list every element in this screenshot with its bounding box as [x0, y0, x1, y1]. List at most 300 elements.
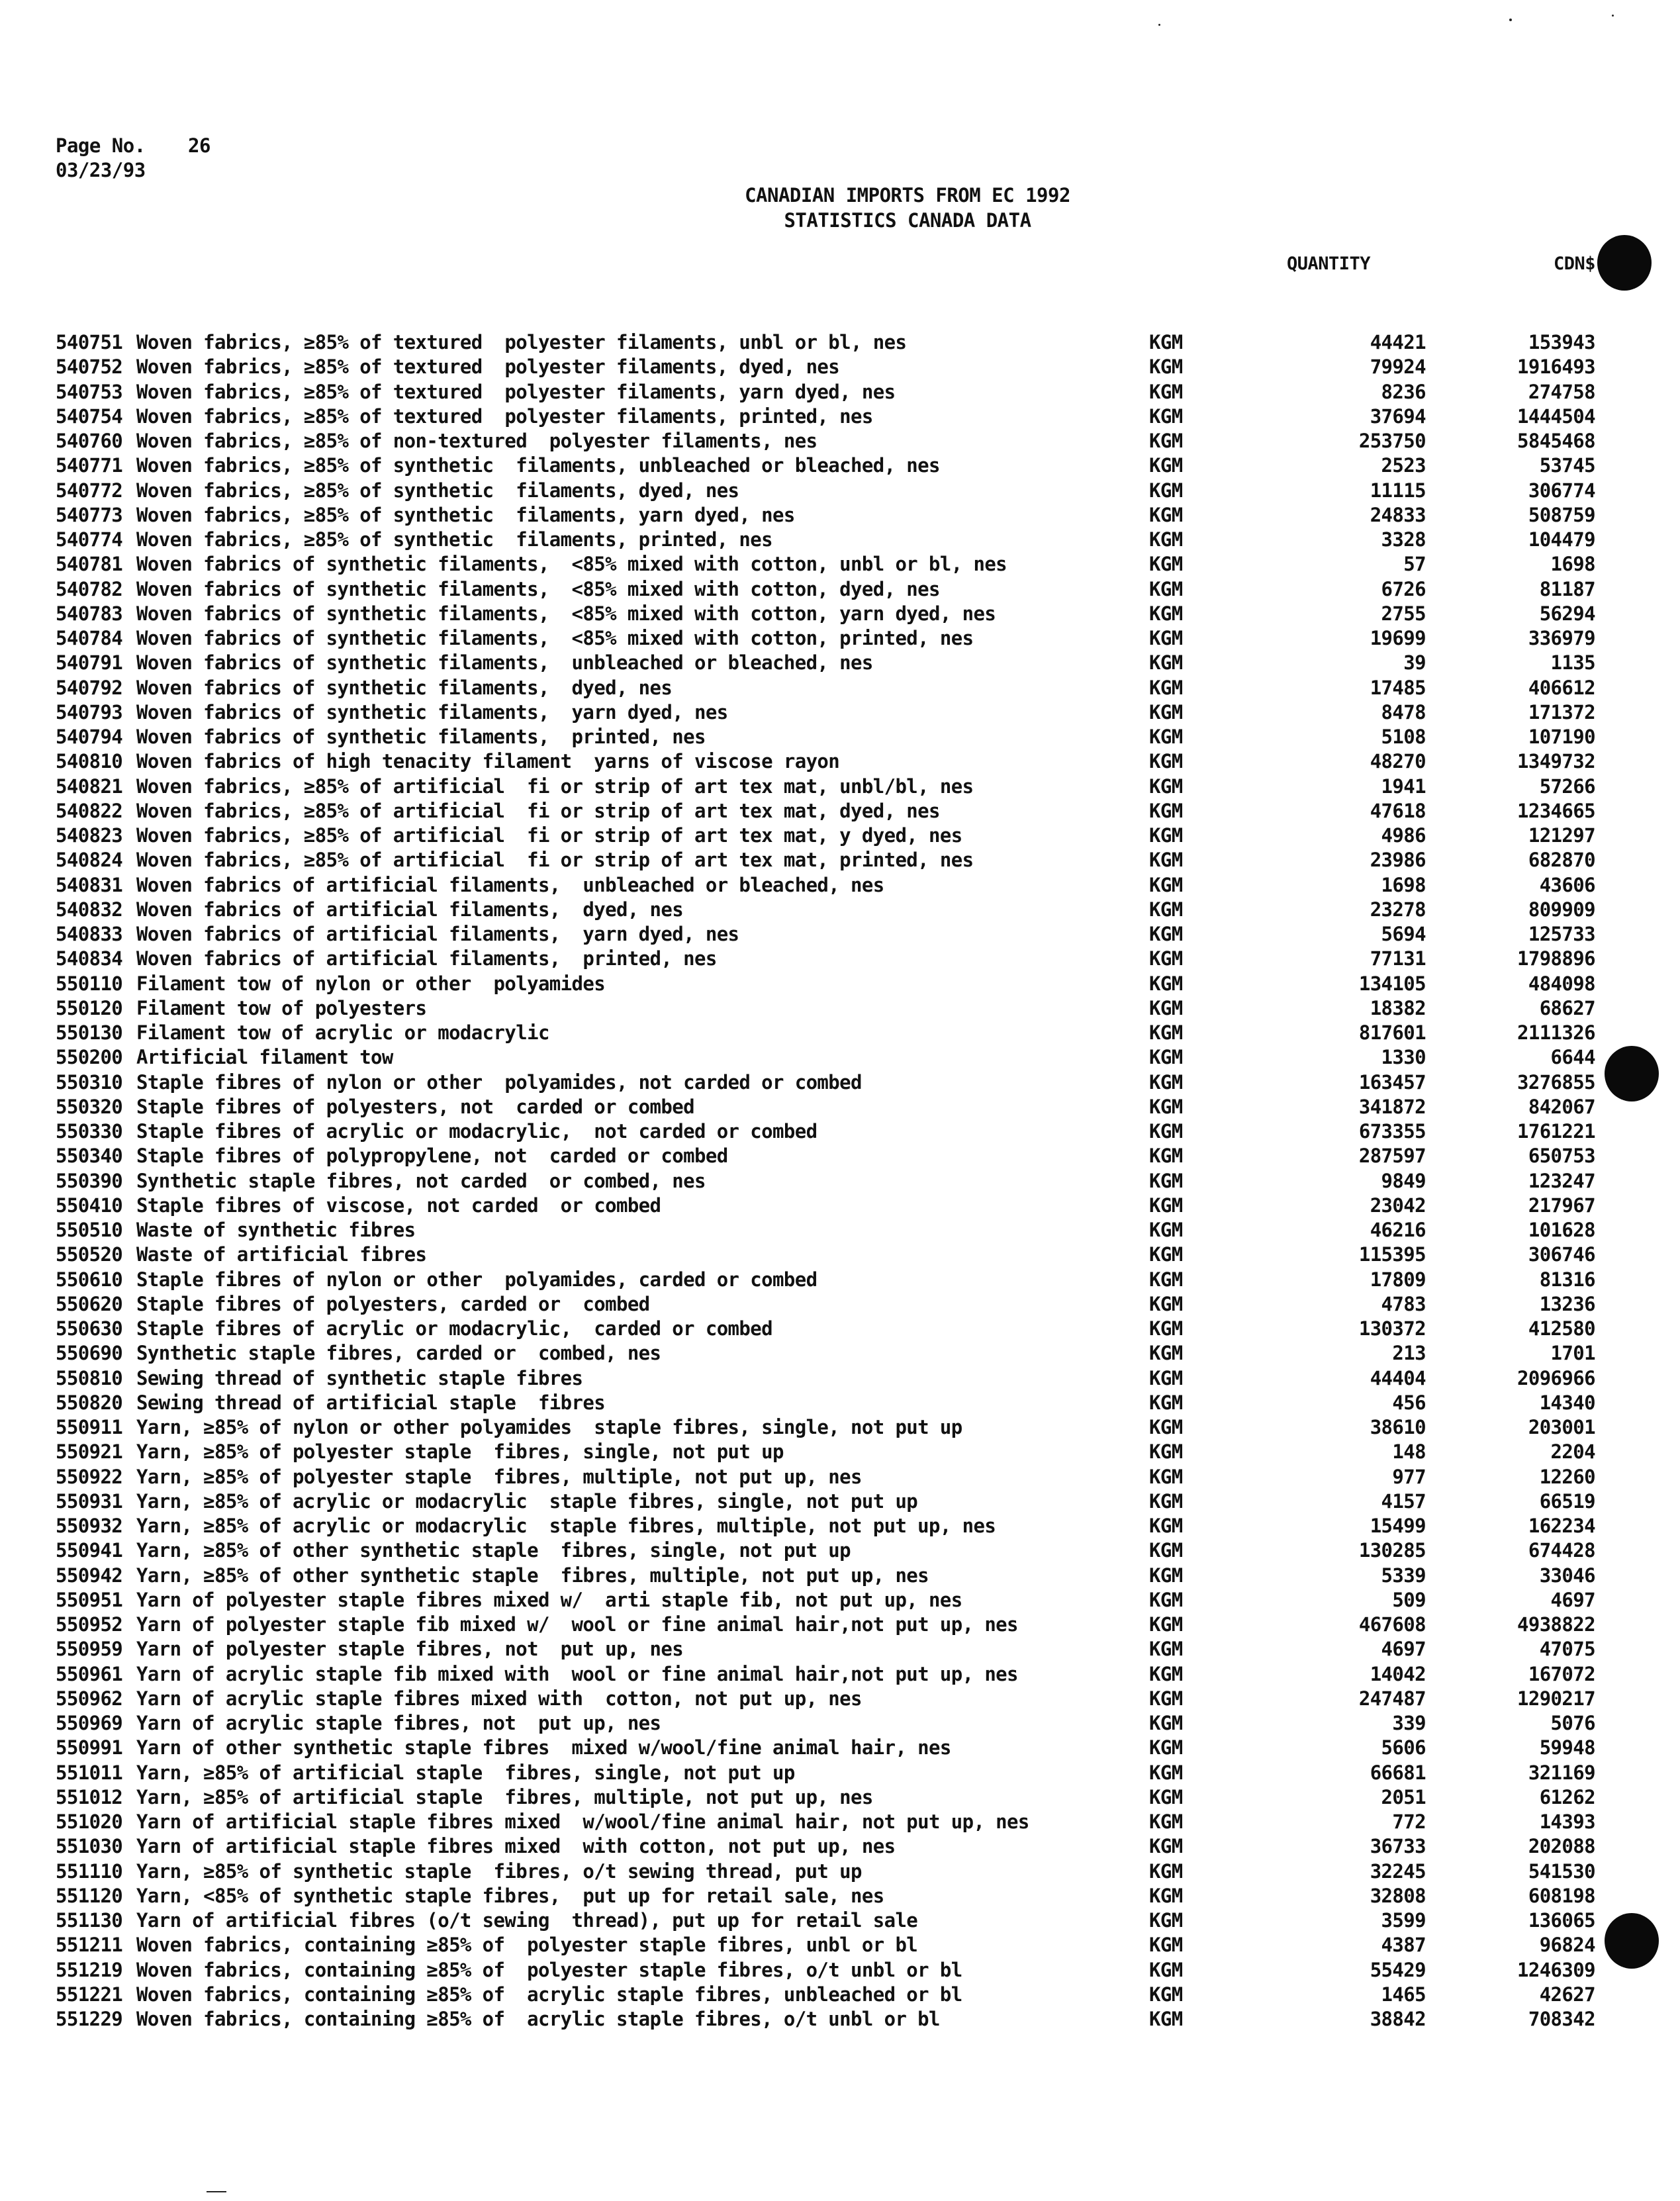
commodity-description: Woven fabrics, ≥85% of textured polyester filaments, yarn dyed, nes	[136, 380, 896, 403]
quantity-value: 5606	[1381, 1736, 1426, 1759]
binder-hole-middle	[1605, 1046, 1659, 1101]
table-row	[56, 330, 1618, 355]
commodity-description: Woven fabrics of synthetic filaments, <85% mixed with cotton, unbl or bl, nes	[136, 553, 1007, 576]
cdn-dollar-value: 47075	[1539, 1638, 1595, 1661]
table-row	[56, 1144, 1618, 1168]
quantity-value: 163457	[1358, 1070, 1426, 1094]
commodity-code: 540752	[56, 355, 123, 379]
commodity-description: Filament tow of polyesters	[136, 996, 427, 1019]
commodity-description: Woven fabrics, ≥85% of non-textured polyester filaments, nes	[136, 430, 817, 452]
cdn-dollar-value: 4938822	[1517, 1613, 1595, 1636]
cdn-dollar-value: 1234665	[1517, 799, 1595, 822]
quantity-value: 57	[1403, 553, 1426, 576]
commodity-code: 550942	[56, 1564, 123, 1587]
quantity-value: 8478	[1381, 700, 1426, 724]
commodity-code: 550951	[56, 1588, 123, 1611]
commodity-description: Yarn, ≥85% of acrylic or modacrylic staple fibres, multiple, not put up, nes	[136, 1515, 996, 1537]
cdn-dollar-value: 708342	[1528, 2008, 1595, 2030]
table-row	[56, 1933, 1618, 1957]
cdn-dollar-value: 274758	[1528, 380, 1595, 403]
quantity-value: 253750	[1358, 430, 1426, 452]
cdn-dollar-value: 809909	[1528, 898, 1595, 921]
report-title: CANADIAN IMPORTS FROM EC 1992	[745, 184, 1070, 207]
unit-of-measure: KGM	[1149, 1145, 1183, 1168]
table-row	[56, 972, 1618, 996]
unit-of-measure: KGM	[1149, 1366, 1183, 1389]
commodity-description: Waste of synthetic fibres	[136, 1219, 416, 1241]
table-row	[56, 429, 1618, 453]
commodity-code: 550810	[56, 1366, 123, 1389]
quantity-value: 36733	[1370, 1835, 1426, 1858]
cdn-dollar-value: 608198	[1528, 1884, 1595, 1907]
commodity-code: 540833	[56, 923, 123, 945]
quantity-value: 2523	[1381, 454, 1426, 477]
cdn-dollar-value: 68627	[1539, 996, 1595, 1019]
commodity-description: Woven fabrics, ≥85% of textured polyester filaments, dyed, nes	[136, 355, 840, 379]
cdn-dollar-value: 508759	[1528, 503, 1595, 526]
commodity-description: Woven fabrics, containing ≥85% of polyester staple fibres, unbl or bl	[136, 1934, 918, 1957]
cdn-dollar-value: 3276855	[1517, 1070, 1595, 1094]
quantity-value: 23986	[1370, 849, 1426, 872]
cdn-dollar-value: 53745	[1539, 454, 1595, 477]
unit-of-measure: KGM	[1149, 2008, 1183, 2030]
commodity-code: 551030	[56, 1835, 123, 1858]
quantity-value: 32808	[1370, 1884, 1426, 1907]
commodity-code: 551130	[56, 1909, 123, 1932]
quantity-value: 37694	[1370, 404, 1426, 428]
cdn-dollar-value: 412580	[1528, 1317, 1595, 1340]
commodity-description: Woven fabrics, ≥85% of textured polyester filaments, printed, nes	[136, 404, 873, 428]
commodity-code: 551219	[56, 1958, 123, 1981]
import-table	[56, 330, 1618, 2032]
cdn-dollar-value: 56294	[1539, 602, 1595, 625]
table-row	[56, 996, 1618, 1021]
unit-of-measure: KGM	[1149, 750, 1183, 773]
cdn-dollar-value: 1798896	[1517, 947, 1595, 970]
commodity-description: Filament tow of nylon or other polyamides	[136, 972, 606, 995]
cdn-dollar-value: 121297	[1528, 824, 1595, 847]
table-row	[56, 552, 1618, 577]
quantity-value: 5339	[1381, 1564, 1426, 1587]
commodity-description: Woven fabrics, ≥85% of synthetic filaments, printed, nes	[136, 528, 772, 551]
commodity-code: 540793	[56, 700, 123, 724]
table-row	[56, 1119, 1618, 1144]
quantity-value: 673355	[1358, 1120, 1426, 1143]
commodity-description: Yarn, ≥85% of polyester staple fibres, multiple, not put up, nes	[136, 1465, 862, 1488]
table-row	[56, 479, 1618, 503]
commodity-code: 550959	[56, 1638, 123, 1661]
unit-of-measure: KGM	[1149, 1391, 1183, 1414]
table-row	[56, 1711, 1618, 1736]
commodity-code: 550130	[56, 1021, 123, 1044]
commodity-description: Yarn of polyester staple fibres, not put up, nes	[136, 1638, 684, 1661]
commodity-code: 540821	[56, 774, 123, 798]
commodity-code: 550941	[56, 1539, 123, 1562]
commodity-code: 550922	[56, 1465, 123, 1488]
commodity-description: Woven fabrics of synthetic filaments, yarn dyed, nes	[136, 700, 728, 724]
binder-hole-bottom	[1605, 1913, 1659, 1969]
table-row	[56, 651, 1618, 675]
commodity-description: Staple fibres of polypropylene, not carded or combed	[136, 1145, 728, 1168]
quantity-value: 47618	[1370, 799, 1426, 822]
unit-of-measure: KGM	[1149, 1021, 1183, 1044]
table-row	[56, 1242, 1618, 1267]
commodity-description: Staple fibres of polyesters, carded or combed	[136, 1292, 650, 1315]
commodity-code: 550310	[56, 1070, 123, 1094]
commodity-description: Woven fabrics, ≥85% of synthetic filaments, dyed, nes	[136, 479, 739, 502]
quantity-value: 213	[1392, 1342, 1426, 1365]
unit-of-measure: KGM	[1149, 824, 1183, 847]
cdn-dollar-value: 171372	[1528, 700, 1595, 724]
commodity-description: Woven fabrics, ≥85% of artificial fi or strip of art tex mat, printed, nes	[136, 849, 974, 872]
commodity-code: 551211	[56, 1934, 123, 1957]
commodity-description: Woven fabrics of artificial filaments, yarn dyed, nes	[136, 923, 739, 945]
table-row	[56, 1391, 1618, 1415]
unit-of-measure: KGM	[1149, 700, 1183, 724]
commodity-code: 540834	[56, 947, 123, 970]
table-row	[56, 1440, 1618, 1464]
unit-of-measure: KGM	[1149, 627, 1183, 649]
cdn-dollar-value: 5845468	[1517, 430, 1595, 452]
unit-of-measure: KGM	[1149, 430, 1183, 452]
table-row	[56, 823, 1618, 848]
quantity-value: 1941	[1381, 774, 1426, 798]
cdn-dollar-value: 321169	[1528, 1761, 1595, 1784]
commodity-code: 550961	[56, 1662, 123, 1685]
commodity-description: Filament tow of acrylic or modacrylic	[136, 1021, 549, 1044]
unit-of-measure: KGM	[1149, 553, 1183, 576]
cdn-dollar-value: 202088	[1528, 1835, 1595, 1858]
table-row	[56, 626, 1618, 651]
table-row	[56, 2007, 1618, 2032]
quantity-value: 817601	[1358, 1021, 1426, 1044]
commodity-description: Yarn of acrylic staple fib mixed with wool or fine animal hair,not put up, nes	[136, 1662, 1018, 1685]
commodity-code: 550610	[56, 1268, 123, 1291]
commodity-code: 550911	[56, 1416, 123, 1438]
quantity-value: 3599	[1381, 1909, 1426, 1932]
unit-of-measure: KGM	[1149, 503, 1183, 526]
commodity-code: 550991	[56, 1736, 123, 1759]
commodity-code: 551110	[56, 1859, 123, 1883]
commodity-code: 540781	[56, 553, 123, 576]
commodity-code: 550931	[56, 1489, 123, 1513]
report-subtitle: STATISTICS CANADA DATA	[784, 209, 1031, 232]
quantity-value: 2755	[1381, 602, 1426, 625]
table-row	[56, 1341, 1618, 1366]
quantity-value: 9849	[1381, 1169, 1426, 1192]
commodity-description: Woven fabrics of synthetic filaments, unbleached or bleached, nes	[136, 651, 873, 675]
cdn-dollar-value: 1135	[1550, 651, 1595, 675]
commodity-code: 551012	[56, 1785, 123, 1808]
commodity-description: Yarn, ≥85% of artificial staple fibres, multiple, not put up, nes	[136, 1785, 873, 1808]
unit-of-measure: KGM	[1149, 1958, 1183, 1981]
quantity-value: 11115	[1370, 479, 1426, 502]
quantity-value: 287597	[1358, 1145, 1426, 1168]
unit-of-measure: KGM	[1149, 651, 1183, 675]
unit-of-measure: KGM	[1149, 1416, 1183, 1438]
commodity-description: Woven fabrics of artificial filaments, unbleached or bleached, nes	[136, 873, 884, 896]
commodity-code: 540810	[56, 750, 123, 773]
table-row	[56, 922, 1618, 947]
binder-hole-top	[1597, 235, 1652, 291]
quantity-value: 467608	[1358, 1613, 1426, 1636]
table-row	[56, 503, 1618, 528]
table-row	[56, 528, 1618, 552]
table-row	[56, 1637, 1618, 1662]
table-row	[56, 1761, 1618, 1785]
commodity-description: Staple fibres of nylon or other polyamides, not carded or combed	[136, 1070, 862, 1094]
scan-speck	[207, 2191, 226, 2192]
quantity-value: 14042	[1370, 1662, 1426, 1685]
commodity-description: Woven fabrics, containing ≥85% of polyester staple fibres, o/t unbl or bl	[136, 1958, 962, 1981]
unit-of-measure: KGM	[1149, 1835, 1183, 1858]
unit-of-measure: KGM	[1149, 380, 1183, 403]
unit-of-measure: KGM	[1149, 1736, 1183, 1759]
table-row	[56, 1095, 1618, 1119]
unit-of-measure: KGM	[1149, 1613, 1183, 1636]
quantity-value: 4157	[1381, 1489, 1426, 1513]
table-row	[56, 1366, 1618, 1391]
cdn-dollar-value: 674428	[1528, 1539, 1595, 1562]
commodity-code: 540771	[56, 454, 123, 477]
unit-of-measure: KGM	[1149, 1859, 1183, 1883]
cdn-dollar-value: 4697	[1550, 1588, 1595, 1611]
unit-of-measure: KGM	[1149, 947, 1183, 970]
cdn-dollar-value: 12260	[1539, 1465, 1595, 1488]
unit-of-measure: KGM	[1149, 1095, 1183, 1118]
commodity-description: Yarn of polyester staple fib mixed w/ wool or fine animal hair,not put up, nes	[136, 1613, 1018, 1636]
table-row	[56, 1317, 1618, 1341]
commodity-code: 540783	[56, 602, 123, 625]
table-row	[56, 1859, 1618, 1884]
cdn-dollar-value: 650753	[1528, 1145, 1595, 1168]
cdn-dollar-value: 1444504	[1517, 404, 1595, 428]
table-row	[56, 1908, 1618, 1933]
unit-of-measure: KGM	[1149, 1934, 1183, 1957]
unit-of-measure: KGM	[1149, 996, 1183, 1019]
table-row	[56, 848, 1618, 872]
cdn-dollar-value: 1701	[1550, 1342, 1595, 1365]
unit-of-measure: KGM	[1149, 774, 1183, 798]
unit-of-measure: KGM	[1149, 726, 1183, 748]
cdn-dollar-value: 153943	[1528, 331, 1595, 353]
commodity-description: Woven fabrics, ≥85% of artificial fi or strip of art tex mat, dyed, nes	[136, 799, 940, 822]
table-row	[56, 1045, 1618, 1070]
commodity-code: 540760	[56, 430, 123, 452]
unit-of-measure: KGM	[1149, 923, 1183, 945]
commodity-description: Yarn of acrylic staple fibres mixed with cotton, not put up, nes	[136, 1687, 862, 1710]
commodity-description: Waste of artificial fibres	[136, 1243, 427, 1266]
quantity-value: 77131	[1370, 947, 1426, 970]
quantity-value: 1330	[1381, 1046, 1426, 1069]
unit-of-measure: KGM	[1149, 454, 1183, 477]
unit-of-measure: KGM	[1149, 1243, 1183, 1266]
quantity-value: 8236	[1381, 380, 1426, 403]
table-row	[56, 380, 1618, 404]
quantity-value: 4783	[1381, 1292, 1426, 1315]
commodity-code: 550952	[56, 1613, 123, 1636]
commodity-description: Yarn of polyester staple fibres mixed w/ arti staple fib, not put up, nes	[136, 1588, 962, 1611]
quantity-value: 48270	[1370, 750, 1426, 773]
unit-of-measure: KGM	[1149, 1342, 1183, 1365]
quantity-value: 79924	[1370, 355, 1426, 379]
table-row	[56, 404, 1618, 429]
cdn-dollar-value: 162234	[1528, 1515, 1595, 1537]
scan-speck	[1509, 19, 1512, 21]
quantity-value: 4986	[1381, 824, 1426, 847]
commodity-code: 550200	[56, 1046, 123, 1069]
unit-of-measure: KGM	[1149, 1120, 1183, 1143]
table-row	[56, 1662, 1618, 1687]
quantity-value: 19699	[1370, 627, 1426, 649]
quantity-value: 977	[1392, 1465, 1426, 1488]
commodity-code: 540824	[56, 849, 123, 872]
table-row	[56, 1194, 1618, 1218]
quantity-value: 509	[1392, 1588, 1426, 1611]
quantity-value: 44421	[1370, 331, 1426, 353]
commodity-code: 540791	[56, 651, 123, 675]
cdn-dollar-value: 484098	[1528, 972, 1595, 995]
commodity-description: Woven fabrics, containing ≥85% of acrylic staple fibres, unbleached or bl	[136, 1983, 962, 2006]
commodity-description: Sewing thread of artificial staple fibres	[136, 1391, 606, 1414]
commodity-code: 551011	[56, 1761, 123, 1784]
commodity-code: 550969	[56, 1712, 123, 1734]
commodity-description: Artificial filament tow	[136, 1046, 393, 1069]
commodity-code: 540772	[56, 479, 123, 502]
commodity-code: 551221	[56, 1983, 123, 2006]
commodity-code: 540822	[56, 799, 123, 822]
quantity-value: 32245	[1370, 1859, 1426, 1883]
commodity-code: 540823	[56, 824, 123, 847]
table-row	[56, 676, 1618, 700]
commodity-code: 540831	[56, 873, 123, 896]
commodity-code: 550820	[56, 1391, 123, 1414]
commodity-description: Staple fibres of acrylic or modacrylic, not carded or combed	[136, 1120, 817, 1143]
cdn-dollar-value: 81187	[1539, 577, 1595, 600]
commodity-description: Staple fibres of acrylic or modacrylic, carded or combed	[136, 1317, 772, 1340]
table-row	[56, 1884, 1618, 1908]
cdn-dollar-value: 125733	[1528, 923, 1595, 945]
cdn-dollar-value: 81316	[1539, 1268, 1595, 1291]
commodity-code: 550620	[56, 1292, 123, 1315]
commodity-description: Yarn, ≥85% of other synthetic staple fibres, single, not put up	[136, 1539, 851, 1562]
unit-of-measure: KGM	[1149, 1046, 1183, 1069]
quantity-value: 23278	[1370, 898, 1426, 921]
cdn-dollar-value: 6644	[1550, 1046, 1595, 1069]
scan-speck	[1612, 15, 1614, 17]
commodity-description: Woven fabrics of artificial filaments, printed, nes	[136, 947, 717, 970]
quantity-value: 17809	[1370, 1268, 1426, 1291]
quantity-value: 339	[1392, 1712, 1426, 1734]
quantity-value: 2051	[1381, 1785, 1426, 1808]
quantity-value: 1698	[1381, 873, 1426, 896]
unit-of-measure: KGM	[1149, 1712, 1183, 1734]
commodity-code: 540773	[56, 503, 123, 526]
commodity-description: Yarn, ≥85% of synthetic staple fibres, o/t sewing thread, put up	[136, 1859, 862, 1883]
unit-of-measure: KGM	[1149, 873, 1183, 896]
table-row	[56, 1588, 1618, 1613]
report-date: 03/23/93	[56, 159, 146, 181]
unit-of-measure: KGM	[1149, 331, 1183, 353]
commodity-code: 550921	[56, 1440, 123, 1464]
commodity-code: 540832	[56, 898, 123, 921]
unit-of-measure: KGM	[1149, 1489, 1183, 1513]
commodity-code: 550410	[56, 1194, 123, 1217]
commodity-code: 551229	[56, 2008, 123, 2030]
table-row	[56, 1785, 1618, 1810]
quantity-value: 130372	[1358, 1317, 1426, 1340]
table-row	[56, 799, 1618, 823]
commodity-description: Woven fabrics of synthetic filaments, dyed, nes	[136, 676, 673, 699]
page-meta	[56, 134, 210, 183]
quantity-value: 66681	[1370, 1761, 1426, 1784]
table-row	[56, 577, 1618, 602]
quantity-value: 55429	[1370, 1958, 1426, 1981]
table-row	[56, 355, 1618, 379]
unit-of-measure: KGM	[1149, 1292, 1183, 1315]
unit-of-measure: KGM	[1149, 676, 1183, 699]
cdn-dollar-value: 57266	[1539, 774, 1595, 798]
cdn-dollar-value: 61262	[1539, 1785, 1595, 1808]
commodity-code: 540794	[56, 726, 123, 748]
commodity-description: Yarn of acrylic staple fibres, not put up, nes	[136, 1712, 661, 1734]
cdn-dollar-value: 306774	[1528, 479, 1595, 502]
table-row	[56, 602, 1618, 626]
cdn-dollar-value: 1761221	[1517, 1120, 1595, 1143]
cdn-dollar-value: 136065	[1528, 1909, 1595, 1932]
table-row	[56, 749, 1618, 774]
commodity-code: 540754	[56, 404, 123, 428]
cdn-dollar-value: 104479	[1528, 528, 1595, 551]
cdn-dollar-value: 42627	[1539, 1983, 1595, 2006]
quantity-value: 134105	[1358, 972, 1426, 995]
table-row	[56, 1564, 1618, 1588]
cdn-dollar-value: 1698	[1550, 553, 1595, 576]
unit-of-measure: KGM	[1149, 972, 1183, 995]
commodity-code: 550932	[56, 1515, 123, 1537]
unit-of-measure: KGM	[1149, 1268, 1183, 1291]
quantity-value: 456	[1392, 1391, 1426, 1414]
table-row	[56, 1834, 1618, 1859]
table-row	[56, 1465, 1618, 1489]
commodity-description: Yarn of artificial staple fibres mixed w/wool/fine animal hair, not put up, nes	[136, 1810, 1029, 1833]
quantity-value: 24833	[1370, 503, 1426, 526]
commodity-code: 550630	[56, 1317, 123, 1340]
page-number-line	[56, 134, 210, 158]
commodity-description: Synthetic staple fibres, not carded or combed, nes	[136, 1169, 706, 1192]
quantity-value: 5108	[1381, 726, 1426, 748]
unit-of-measure: KGM	[1149, 1317, 1183, 1340]
commodity-description: Yarn, <85% of synthetic staple fibres, put up for retail sale, nes	[136, 1884, 884, 1907]
cdn-dollar-value: 1246309	[1517, 1958, 1595, 1981]
table-row	[56, 947, 1618, 971]
unit-of-measure: KGM	[1149, 404, 1183, 428]
cdn-dollar-value: 123247	[1528, 1169, 1595, 1192]
unit-of-measure: KGM	[1149, 1539, 1183, 1562]
quantity-column-header: QUANTITY	[1286, 254, 1370, 274]
table-row	[56, 1268, 1618, 1292]
table-row	[56, 1489, 1618, 1514]
commodity-description: Yarn, ≥85% of artificial staple fibres, single, not put up	[136, 1761, 795, 1784]
quantity-value: 38610	[1370, 1416, 1426, 1438]
unit-of-measure: KGM	[1149, 1638, 1183, 1661]
cdn-dollar-value: 14340	[1539, 1391, 1595, 1414]
cdn-dollar-value: 336979	[1528, 627, 1595, 649]
cdn-dollar-value: 2111326	[1517, 1021, 1595, 1044]
unit-of-measure: KGM	[1149, 1785, 1183, 1808]
table-row	[56, 725, 1618, 749]
quantity-value: 38842	[1370, 2008, 1426, 2030]
